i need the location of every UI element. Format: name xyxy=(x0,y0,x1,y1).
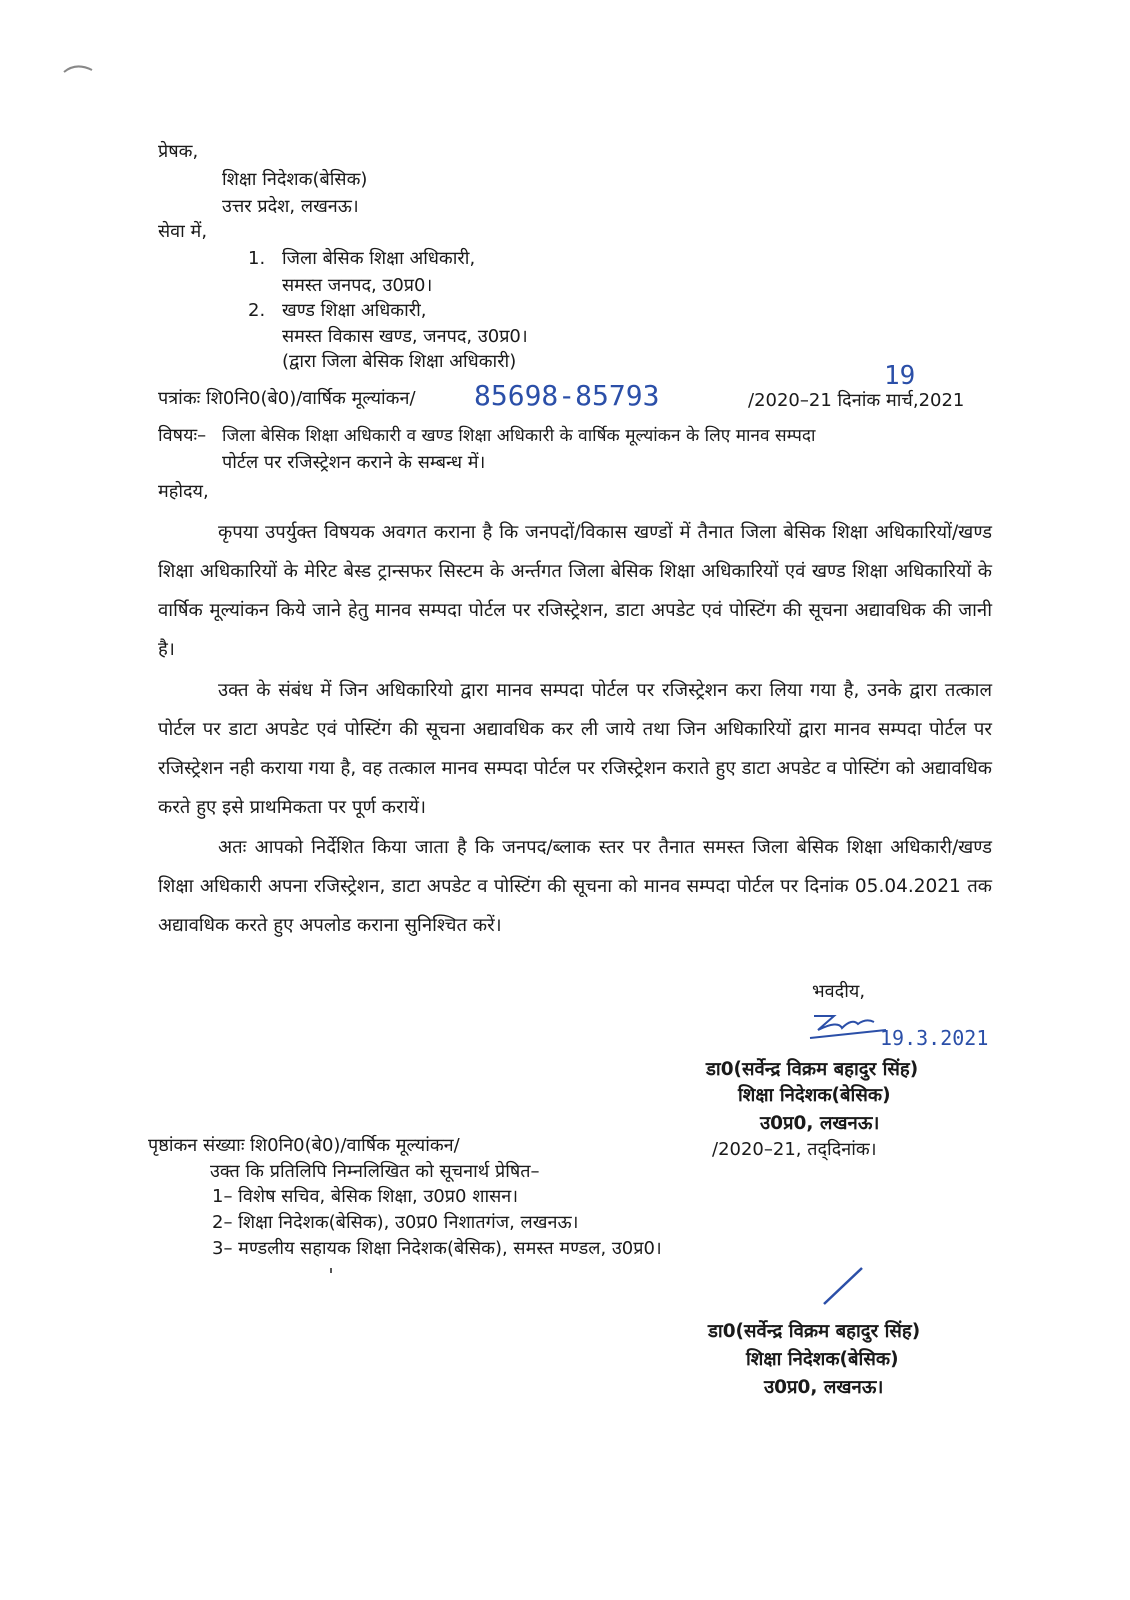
endorsement-ref: पृष्ठांकन संख्याः शि0नि0(बे0)/वार्षिक मूल्यांकन/ xyxy=(148,1135,460,1156)
recipient-2-line1: खण्ड शिक्षा अधिकारी, xyxy=(282,300,427,321)
handwritten-letter-number: 85698-85793 xyxy=(474,379,660,412)
recipient-2-line3: (द्वारा जिला बेसिक शिक्षा अधिकारी) xyxy=(282,351,517,372)
reference-prefix: पत्रांकः शि0नि0(बे0)/वार्षिक मूल्यांकन/ xyxy=(158,388,416,409)
scan-mark xyxy=(60,60,100,80)
salutation: महोदय, xyxy=(158,481,209,502)
endorsement-item-2: 2– शिक्षा निदेशक(बेसिक), उ0प्र0 निशातगंज, लखनऊ। xyxy=(212,1212,579,1233)
sender-location: उत्तर प्रदेश, लखनऊ। xyxy=(222,196,359,217)
subject-line1: जिला बेसिक शिक्षा अधिकारी व खण्ड शिक्षा अधिकारी के वार्षिक मूल्यांकन के लिए मानव सम्पदा xyxy=(222,426,816,446)
signature-date: 19.3.2021 xyxy=(880,1026,989,1050)
signatory-location: उ0प्र0, लखनऊ। xyxy=(760,1113,880,1134)
reference-suffix: /2020–21 दिनांक xyxy=(748,390,881,411)
closing: भवदीय, xyxy=(812,981,866,1002)
signatory2-location: उ0प्र0, लखनऊ। xyxy=(764,1377,884,1398)
signatory-designation: शिक्षा निदेशक(बेसिक) xyxy=(738,1085,891,1106)
signature-scribble xyxy=(808,1008,888,1048)
signatory-name: डा0(सर्वेन्द्र विक्रम बहादुर सिंह) xyxy=(706,1059,919,1080)
body-paragraph-1-text: कृपया उपर्युक्त विषयक अवगत कराना है कि जनपदों/विकास खण्डों में तैनात जिला बेसिक शिक्षा अधिकारियों/खण्ड शिक्षा अधिकारियों के मेरिट बेस्ड ट्रान्सफर सिस्टम के अर्न्तगत जिला बेसिक शिक्षा अधिकारियों एवं खण्ड शिक्षा अधिकारियों के वार्षिक मूल्यांकन किये जाने हेतु मानव सम्पदा पोर्टल पर रजिस्ट्रेशन, डाटा अपडेट एवं पोस्टिंग की सूचना अद्यावधिक की जानी है। xyxy=(158,522,992,660)
handwritten-day: 19 xyxy=(884,361,916,391)
endorsement-date: /2020–21, तद्‌दिनांक। xyxy=(712,1139,877,1160)
signatory2-designation: शिक्षा निदेशक(बेसिक) xyxy=(746,1349,899,1370)
body-paragraph-2 xyxy=(158,671,992,827)
body-paragraph-2-text: उक्त के संबंध में जिन अधिकारियो द्वारा मानव सम्पदा पोर्टल पर रजिस्ट्रेशन करा लिया गया है, उनके द्वारा तत्काल पोर्टल पर डाटा अपडेट एवं पोस्टिंग की सूचना अद्यावधिक कर ली जाये तथा जिन अधिकारियों द्वारा मानव सम्पदा पोर्टल पर रजिस्ट्रेशन नही कराया गया है, वह तत्काल मानव सम्पदा पोर्टल पर रजिस्ट्रेशन कराते हुए डाटा अपडेट व पोस्टिंग को अद्यावधिक करते हुए इसे प्राथमिकता पर पूर्ण करायें। xyxy=(158,680,992,818)
signatory2-name: डा0(सर्वेन्द्र विक्रम बहादुर सिंह) xyxy=(708,1321,921,1342)
sender-designation: शिक्षा निदेशक(बेसिक) xyxy=(222,169,368,190)
recipient-1-number: 1. xyxy=(248,248,266,269)
body-paragraph-1 xyxy=(158,513,992,669)
recipients-label: सेवा में, xyxy=(158,221,208,242)
second-signature-stroke xyxy=(818,1266,868,1306)
reference-month-year: मार्च,2021 xyxy=(886,390,965,411)
endorsement-item-1: 1– विशेष सचिव, बेसिक शिक्षा, उ0प्र0 शासन। xyxy=(212,1186,519,1207)
body-paragraph-3-text: अतः आपको निर्देशित किया जाता है कि जनपद/ब्लाक स्तर पर तैनात समस्त जिला बेसिक शिक्षा अधिकारी/खण्ड शिक्षा अधिकारी अपना रजिस्ट्रेशन, डाटा अपडेट व पोस्टिंग की सूचना को मानव सम्पदा पोर्टल पर दिनांक 05.04.2021 तक अद्यावधिक करते हुए अपलोड कराना सुनिश्चित करें। xyxy=(158,837,992,936)
endorsement-item-3: 3– मण्डलीय सहायक शिक्षा निदेशक(बेसिक), समस्त मण्डल, उ0प्र0। xyxy=(212,1238,662,1259)
sender-label: प्रेषक, xyxy=(158,141,199,162)
subject-label: विषयः– xyxy=(158,425,207,446)
recipient-1-line2: समस्त जनपद, उ0प्र0। xyxy=(282,275,433,296)
recipient-2-number: 2. xyxy=(248,300,266,321)
endorsement-intro: उक्त कि प्रतिलिपि निम्नलिखित को सूचनार्थ प्रेषित– xyxy=(210,1161,540,1182)
recipient-1-line1: जिला बेसिक शिक्षा अधिकारी, xyxy=(282,248,476,269)
ink-dot xyxy=(330,1268,334,1274)
subject-line2: पोर्टल पर रजिस्ट्रेशन कराने के सम्बन्ध में। xyxy=(222,452,486,473)
recipient-2-line2: समस्त विकास खण्ड, जनपद, उ0प्र0। xyxy=(282,326,528,347)
body-paragraph-3 xyxy=(158,828,992,945)
